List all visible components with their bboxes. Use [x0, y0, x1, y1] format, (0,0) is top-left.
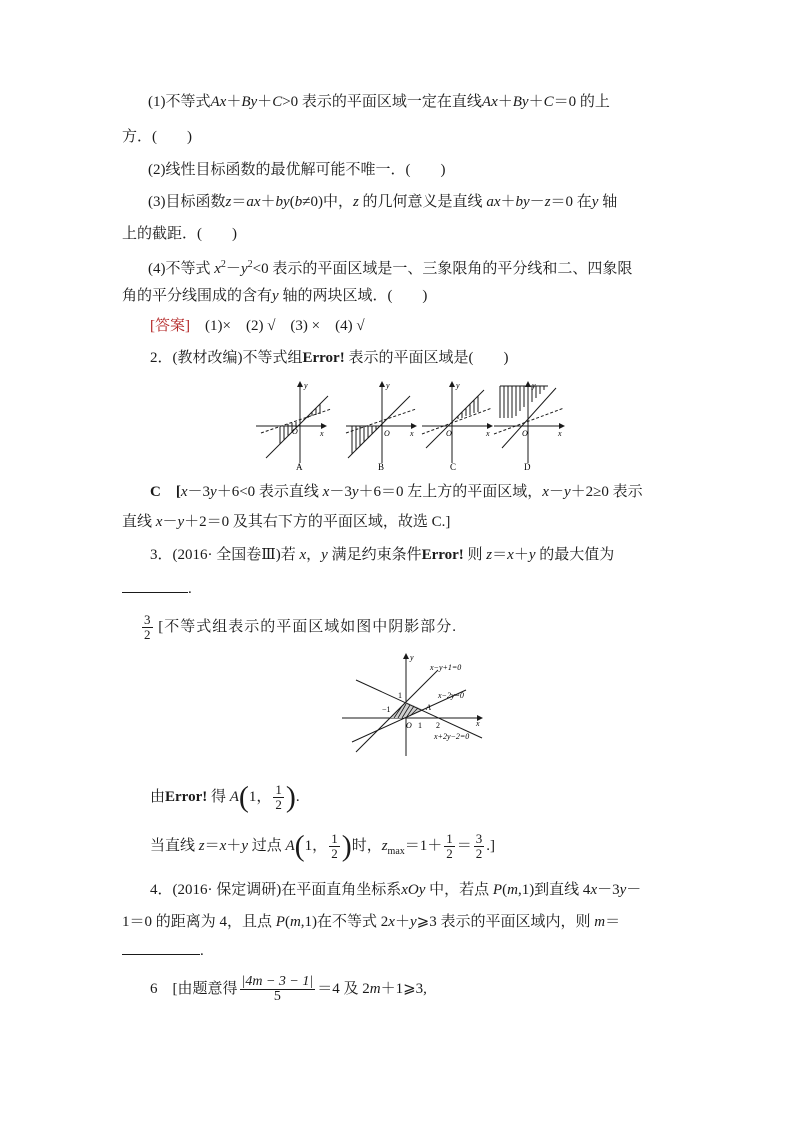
- var: z: [352, 194, 359, 210]
- op: ＋: [260, 194, 276, 210]
- option-a-label: A: [296, 462, 303, 472]
- var: m: [369, 980, 381, 997]
- var: z: [486, 547, 493, 563]
- q2-stem: [150, 348, 508, 368]
- op: －: [162, 514, 178, 530]
- op: ＋: [513, 547, 529, 563]
- q2-option-graphs: [256, 378, 576, 473]
- origin-label: O: [292, 427, 298, 436]
- text: [不等式组表示的平面区域如图中阴影部分.: [158, 618, 457, 635]
- q1-line-1: [148, 92, 610, 112]
- fraction: [273, 783, 284, 812]
- op: ＋: [394, 914, 410, 930]
- op: －: [225, 261, 241, 277]
- answer-text: (1)× (2) √ (3) × (4) √: [190, 318, 365, 334]
- q1-line-2: [122, 127, 192, 147]
- text: 1，: [248, 788, 272, 805]
- var: By: [512, 94, 529, 110]
- text: (1)不等式: [148, 94, 211, 110]
- text: ,1)到直线 4: [517, 882, 591, 898]
- denominator: 2: [144, 627, 151, 642]
- text: 方．( ): [122, 129, 192, 145]
- origin-label: O: [384, 429, 390, 438]
- op: (: [502, 882, 508, 898]
- error-text: Error!: [302, 350, 345, 366]
- denominator: 5: [273, 989, 281, 1004]
- text: 4．(2016· 保定调研)在平面直角坐标系: [150, 882, 402, 898]
- var: by: [515, 194, 530, 210]
- axis-x-label: x: [320, 429, 324, 438]
- graph-b: [346, 381, 416, 472]
- line-label-2: x−2y=0: [438, 691, 464, 700]
- var: x: [180, 484, 188, 500]
- text: 由: [150, 788, 166, 805]
- op: ＝: [456, 837, 472, 854]
- var: y: [272, 288, 279, 304]
- answer-blank: [122, 578, 188, 593]
- var: m: [289, 914, 301, 930]
- var: y: [240, 261, 248, 277]
- var: ax: [246, 194, 261, 210]
- q3-region-graph: [342, 652, 502, 757]
- axis-x-label: x: [476, 719, 480, 728]
- var: By: [241, 94, 258, 110]
- text: ＝0 在: [550, 194, 592, 210]
- axis-y-label: y: [304, 381, 308, 390]
- text: 过点: [247, 837, 286, 854]
- text: 则: [463, 547, 487, 563]
- text: 满足约束条件: [327, 547, 422, 563]
- text: .: [200, 943, 204, 959]
- text: 当直线: [150, 837, 199, 854]
- numerator: 1: [331, 831, 338, 846]
- left-paren: (: [238, 780, 249, 814]
- axis-x-label: x: [410, 429, 414, 438]
- var: ax: [486, 194, 501, 210]
- op: －3: [329, 484, 352, 500]
- text: 表示的平面区域是( ): [344, 350, 509, 366]
- q1-item-4: [148, 255, 632, 279]
- var: x: [219, 837, 227, 854]
- numerator: 3: [475, 831, 483, 846]
- error-text: Error!: [165, 788, 208, 805]
- text: 轴的两块区域．( ): [278, 288, 428, 304]
- q4-stem-1: [150, 880, 641, 900]
- var: y: [563, 484, 571, 500]
- var: y: [591, 194, 599, 210]
- answer-label: [答案]: [150, 318, 190, 334]
- text: ⩾3 表示的平面区域内，则: [416, 914, 595, 930]
- var: x: [542, 484, 549, 500]
- op: ＝: [231, 194, 247, 210]
- distance-fraction: [240, 975, 316, 1004]
- error-text: Error!: [421, 547, 464, 563]
- var: m: [507, 882, 518, 898]
- graph-d: [494, 381, 564, 472]
- text: ，: [306, 547, 322, 563]
- var: x: [388, 914, 395, 930]
- var: y: [351, 484, 359, 500]
- option-b-label: B: [378, 462, 385, 472]
- text: (3)目标函数: [148, 194, 226, 210]
- text: ＋2≥0 表示: [570, 484, 643, 500]
- text: 得: [207, 788, 230, 805]
- text: C [: [150, 484, 181, 500]
- var: y: [528, 547, 536, 563]
- text: ＝4 及 2: [317, 980, 370, 997]
- var: x: [299, 547, 307, 563]
- numerator: |4m − 3 − 1|: [241, 974, 314, 989]
- origin-label: O: [406, 721, 412, 730]
- var: y: [321, 547, 328, 563]
- var: by: [275, 194, 290, 210]
- q3-max-line: [150, 829, 496, 863]
- numerator: 3: [144, 612, 151, 627]
- text: ＝1＋: [404, 837, 443, 854]
- text: ,1)在不等式 2: [300, 914, 389, 930]
- var: m: [594, 914, 606, 930]
- var: z: [544, 194, 551, 210]
- numerator: 1: [275, 782, 282, 797]
- op: ＋: [528, 94, 544, 110]
- line-label-3: x+2y−2=0: [434, 732, 470, 741]
- var: C: [272, 94, 283, 110]
- option-c-label: C: [450, 462, 457, 472]
- text: <0 表示的平面区域是一、三象限角的平分线和二、四象限: [252, 261, 633, 277]
- text: .: [188, 581, 192, 597]
- q3-stem: [150, 545, 614, 565]
- exp: 2: [247, 259, 253, 270]
- text: (4)不等式: [148, 261, 215, 277]
- axis-y-label: y: [386, 381, 390, 390]
- op: －: [548, 484, 564, 500]
- op: ＋: [257, 94, 273, 110]
- origin-label: O: [522, 429, 528, 438]
- op: (: [284, 914, 290, 930]
- op: ＋: [226, 837, 242, 854]
- var: x: [155, 514, 163, 530]
- tick-x-1: 1: [418, 721, 422, 730]
- var: A: [285, 837, 295, 854]
- var: Ax: [210, 94, 227, 110]
- origin-label: O: [446, 429, 452, 438]
- text: 1＝0 的距离为 4，且点: [122, 914, 276, 930]
- q1-item-4-cont: [122, 286, 427, 306]
- axis-y-label: y: [532, 381, 536, 390]
- op: ＝: [492, 547, 508, 563]
- answer-blank: [122, 940, 200, 955]
- op: ＋: [500, 194, 516, 210]
- text: 中，若点: [425, 882, 493, 898]
- text: 直线: [122, 514, 156, 530]
- axis-x-label: x: [558, 429, 562, 438]
- fraction: [444, 832, 455, 861]
- var: P: [275, 914, 285, 930]
- denominator: 2: [331, 846, 338, 861]
- text: ≠0)中，: [302, 194, 353, 210]
- axis-y-label: y: [410, 653, 414, 662]
- text: ＋6<0 表示直线: [216, 484, 323, 500]
- point-a-label: A: [426, 703, 431, 712]
- tick-y-1: 1: [398, 691, 402, 700]
- var: x: [590, 882, 598, 898]
- var: C: [543, 94, 554, 110]
- text: 1，: [304, 837, 328, 854]
- text: ＋1⩾3,: [380, 980, 427, 997]
- option-d-label: D: [524, 462, 531, 472]
- op: (: [289, 194, 295, 210]
- q1-item-2: [148, 160, 445, 180]
- q2-solution-1: [150, 482, 643, 502]
- q1-item-3: [148, 192, 617, 212]
- graph-a: [256, 381, 331, 472]
- left-paren: (: [294, 829, 305, 863]
- var: z: [225, 194, 232, 210]
- op: －3: [597, 882, 620, 898]
- text: (2)线性目标函数的最优解可能不唯一．( ): [148, 162, 446, 178]
- line-label-1: x−y+1=0: [430, 663, 462, 672]
- exp: 2: [220, 259, 226, 270]
- tick-x-minus-1: −1: [382, 705, 391, 714]
- text: 上的截距．( ): [122, 226, 237, 242]
- var: z: [381, 837, 388, 854]
- text: >0 表示的平面区域一定在直线: [282, 94, 482, 110]
- denominator: 2: [475, 846, 483, 861]
- var: b: [294, 194, 303, 210]
- q3-solution-head: [140, 613, 457, 642]
- op: －: [626, 882, 642, 898]
- text: 轴: [598, 194, 618, 210]
- text: 的几何意义是直线: [358, 194, 487, 210]
- op: －: [529, 194, 545, 210]
- right-paren: ): [285, 780, 296, 814]
- op: ＋: [226, 94, 242, 110]
- var: xOy: [401, 882, 426, 898]
- q2-solution-2: [122, 512, 450, 532]
- text: ＋6＝0 左上方的平面区域，: [358, 484, 543, 500]
- text: 6 [由题意得: [150, 980, 238, 997]
- axis-x-label: x: [486, 429, 490, 438]
- text: .]: [486, 837, 496, 854]
- fraction: [329, 832, 340, 861]
- text: 时，: [351, 837, 382, 854]
- subscript: max: [387, 845, 405, 857]
- text: 2．(教材改编)不等式组: [150, 350, 303, 366]
- axis-y-label: y: [456, 381, 460, 390]
- answer-fraction: [142, 613, 153, 642]
- text: 的最大值为: [535, 547, 615, 563]
- var: y: [619, 882, 627, 898]
- var: y: [241, 837, 248, 854]
- op: ＋: [497, 94, 513, 110]
- var: x: [507, 547, 514, 563]
- var: z: [198, 837, 205, 854]
- q3-solve-point: [150, 780, 300, 814]
- denominator: 2: [446, 846, 453, 861]
- q1-item-3-cont: [122, 224, 237, 244]
- var: x: [214, 261, 221, 277]
- text: 角的平分线围成的含有: [122, 288, 273, 304]
- op: ＝: [204, 837, 220, 854]
- var: A: [229, 788, 239, 805]
- q4-blank-line: [122, 940, 204, 961]
- q1-answer: [150, 316, 365, 336]
- var: y: [409, 914, 417, 930]
- q3-blank-line: [122, 578, 192, 599]
- numerator: 1: [446, 831, 453, 846]
- text: ＋2＝0 及其右下方的平面区域，故选 C.]: [184, 514, 451, 530]
- op: －3: [187, 484, 211, 500]
- var: Ax: [481, 94, 498, 110]
- q4-stem-2: [122, 912, 620, 932]
- var: P: [492, 882, 503, 898]
- var: x: [322, 484, 330, 500]
- var: y: [210, 484, 217, 500]
- text: ＝0 的上: [553, 94, 610, 110]
- fraction: [474, 832, 485, 861]
- var: y: [177, 514, 185, 530]
- text: .: [295, 788, 300, 805]
- right-paren: ): [341, 829, 352, 863]
- q4-solution: [150, 975, 427, 1004]
- op: ＝: [605, 914, 621, 930]
- text: 3．(2016· 全国卷Ⅲ)若: [150, 547, 300, 563]
- denominator: 2: [275, 797, 282, 812]
- tick-x-2: 2: [436, 721, 440, 730]
- graph-c: [422, 381, 492, 472]
